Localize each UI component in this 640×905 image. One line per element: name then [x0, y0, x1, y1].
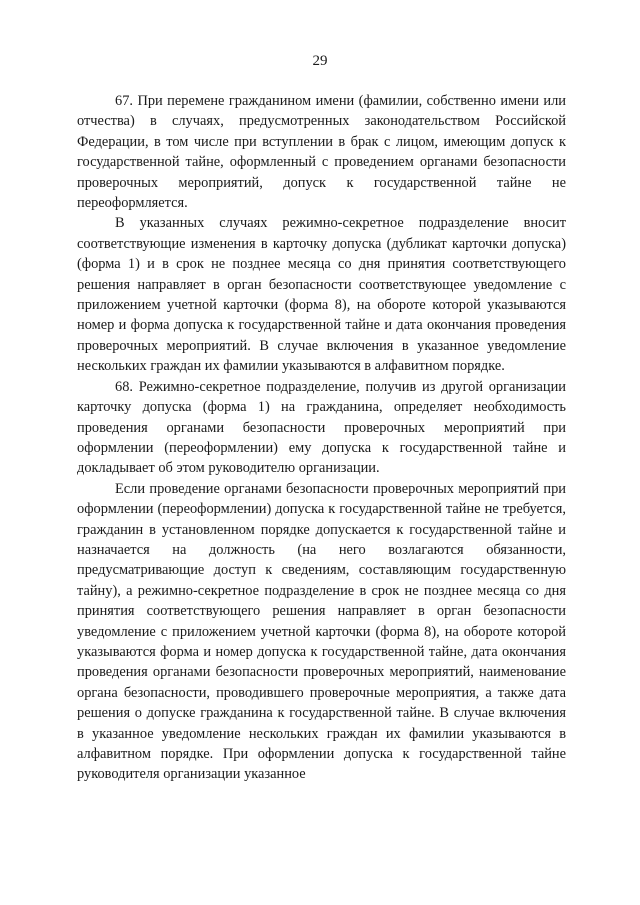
paragraph-67: 67. При перемене гражданином имени (фамилии, собственно имени или отчества) в случаях, предусмотренных законодательством Российской Федерации, в том числе при вступлении в брак с лицом, имеющим допуск к государственной тайне, оформленный с проведением органами безопасности проверочных мероприятий, допуск к государственной тайне не переоформляется.	[77, 93, 566, 212]
page-number: 29	[312, 53, 328, 69]
paragraph-68-continuation: Если проведение органами безопасности проверочных мероприятий при оформлении (переоформлении) допуска к государственной тайне не требуется, гражданин в установленном порядке допускается к государственной тайне и назначается на должность (на него возлагаются обязанности, предусматривающие доступ к сведениям, составляющим государственную тайну), а режимно-секретное подразделение в срок не позднее месяца со дня принятия соответствующего решения направляет в орган безопасности уведомление с приложением учетной карточки (форма 8), на обороте которой указываются форма и номер допуска к государственной тайне, дата окончания проведения органами безопасности проверочных мероприятий, наименование органа безопасности, проводившего проверочные мероприятия, а также дата решения о допуске гражданина к государственной тайне. В случае включения в указанное уведомление нескольких граждан их фамилии указываются в алфавитном порядке. При оформлении допуска к государственной тайне руководителя организации указанное	[77, 480, 566, 783]
paragraph-68: 68. Режимно-секретное подразделение, получив из другой организации карточку допуска (форма 1) на гражданина, определяет необходимость проведения органами безопасности проверочных мероприятий при оформлении (переоформлении) ему допуска к государственной тайне и докладывает об этом руководителю организации.	[77, 378, 566, 477]
paragraph-67-continuation: В указанных случаях режимно-секретное подразделение вносит соответствующие изменения в карточку допуска (дубликат карточки допуска) (форма 1) и в срок не позднее месяца со дня принятия соответствующего решения направляет в орган безопасности соответствующее уведомление с приложением учетной карточки (форма 8), на обороте которой указываются номер и форма допуска к государственной тайне и дата окончания проведения проверочных мероприятий. В случае включения в указанное уведомление нескольких граждан их фамилии указываются в алфавитном порядке.	[77, 215, 566, 375]
document-body	[77, 91, 566, 785]
